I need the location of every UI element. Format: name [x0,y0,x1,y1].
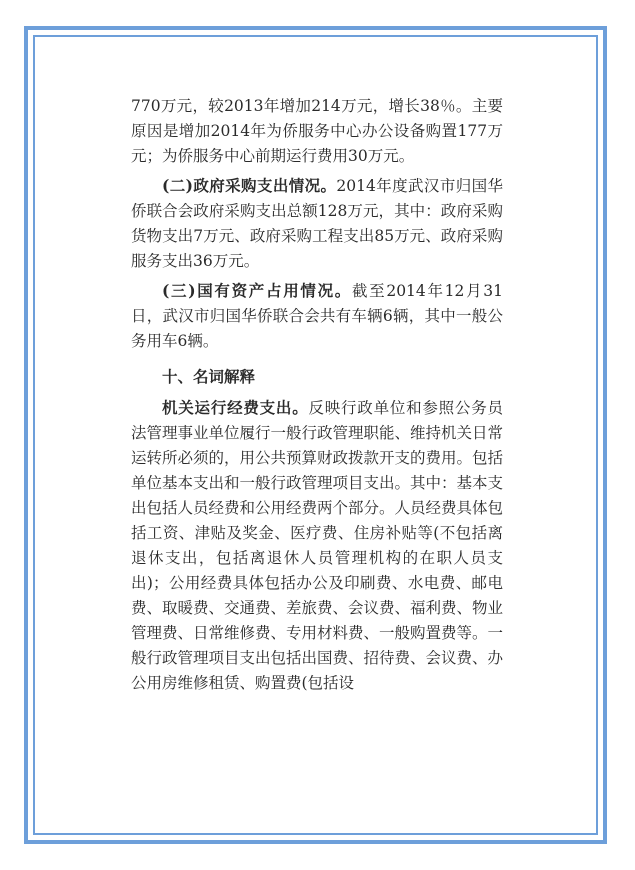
paragraph-operating-expense-definition [131,395,503,696]
document-body [131,94,503,700]
paragraph-text: 2014年度武汉市归国华侨联合会政府采购支出总额128万元，其中：政府采购货物支出7万元、政府采购工程支出85万元、政府采购服务支出36万元。 [131,177,504,270]
paragraph-text: 反映行政单位和参照公务员法管理事业单位履行一般行政管理职能、维持机关日常运转所必须的，用公共预算财政拨款开支的费用。包括单位基本支出和一般行政管理项目支出。其中：基本支出包括人员经费和公用经费两个部分。人员经费具体包括工资、津贴及奖金、医疗费、住房补贴等(不包括离退休支出，包括离退休人员管理机构的在职人员支出)；公用经费具体包括办公及印刷费、水电费、邮电费、取暖费、交通费、差旅费、会议费、福利费、物业管理费、日常维修费、专用材料费、一般购置费等。一般行政管理项目支出包括出国费、招待费、会议费、办公用房维修租赁、购置费(包括设 [131,399,504,692]
paragraph-expense-increase [131,94,503,169]
paragraph-lead: 机关运行经费支出。 [162,398,309,417]
paragraph-state-assets [131,278,503,354]
paragraph-government-procurement [131,173,503,274]
paragraph-lead: (三)国有资产占用情况。 [162,281,352,300]
paragraph-text: 截至2014年12月31日，武汉市归国华侨联合会共有车辆6辆，其中一般公务用车6辆。 [131,282,503,350]
paragraph-lead: (二)政府采购支出情况。 [162,176,337,195]
section-heading: 十、名词解释 [162,367,256,386]
paragraph-text: 770万元，较2013年增加214万元，增长38％。主要原因是增加2014年为侨服务中心办公设备购置177万元；为侨服务中心前期运行费用30万元。 [131,97,503,165]
